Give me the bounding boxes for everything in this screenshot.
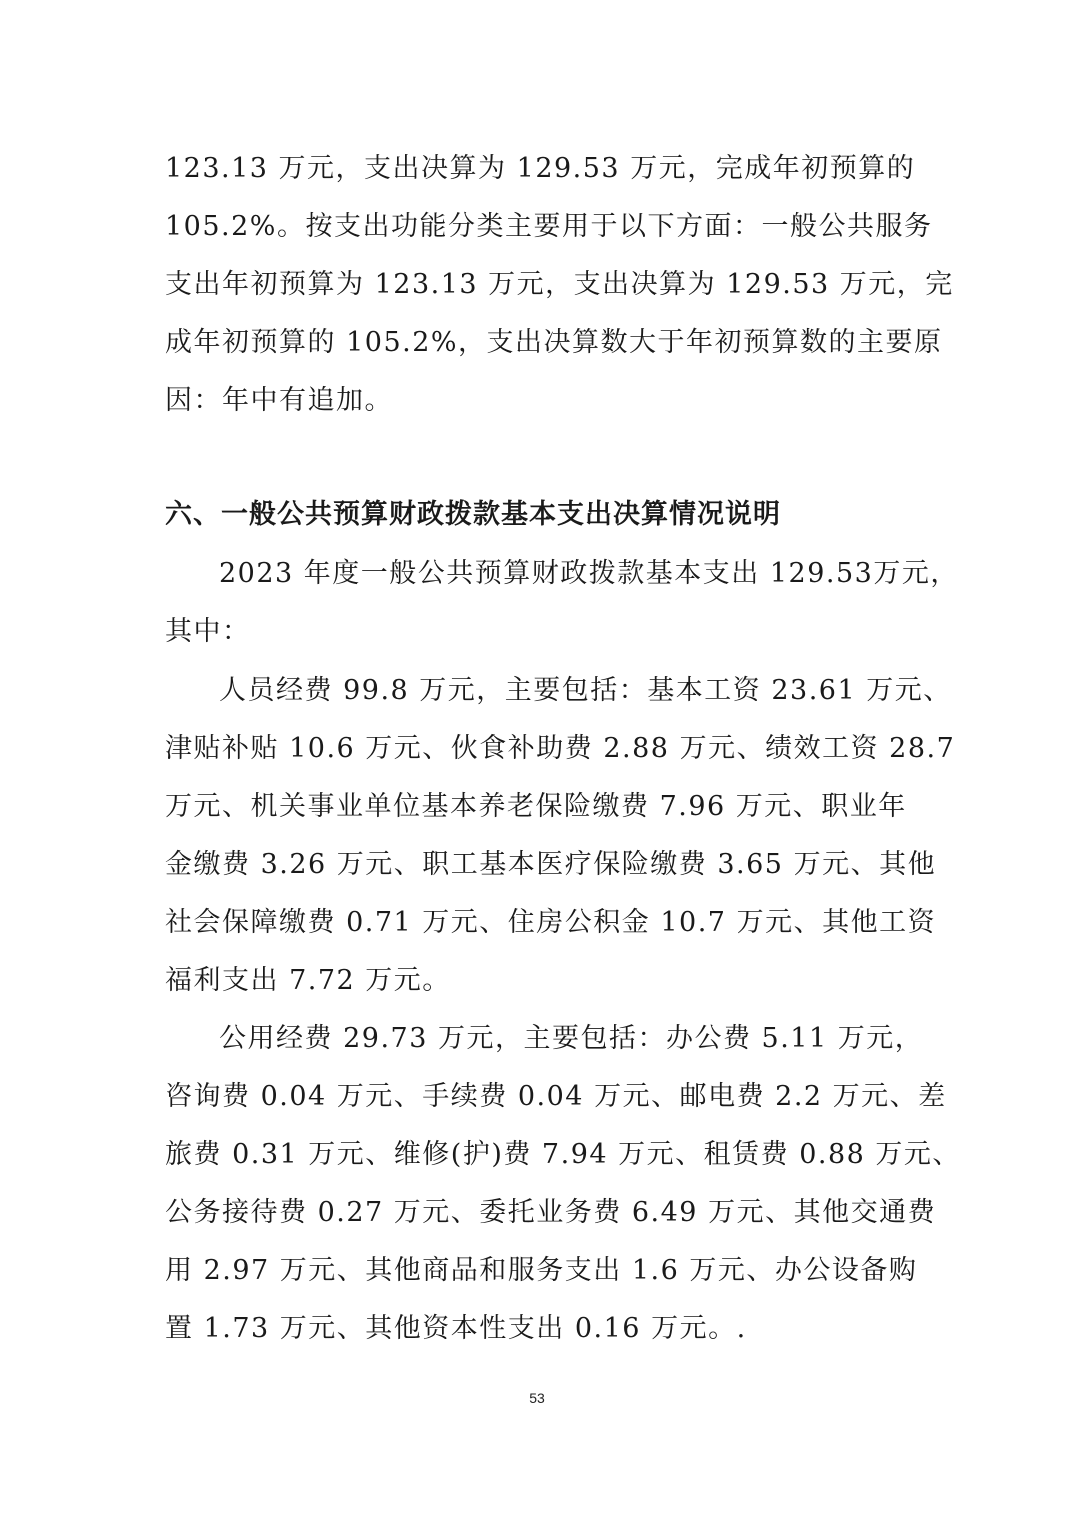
text-line: 福利支出 7.72 万元。 bbox=[165, 965, 451, 996]
text-line: 人员经费 99.8 万元，主要包括：基本工资 23.61 万元、 bbox=[219, 675, 952, 706]
text-line: 津贴补贴 10.6 万元、伙食补助费 2.88 万元、绩效工资 28.7 bbox=[165, 733, 956, 764]
text-line: 社会保障缴费 0.71 万元、住房公积金 10.7 万元、其他工资 bbox=[165, 907, 937, 938]
text-line: 公务接待费 0.27 万元、委托业务费 6.49 万元、其他交通费 bbox=[165, 1197, 937, 1228]
text-line: 因：年中有追加。 bbox=[165, 385, 393, 416]
text-line: 置 1.73 万元、其他资本性支出 0.16 万元。. bbox=[165, 1313, 747, 1344]
text-line: 用 2.97 万元、其他商品和服务支出 1.6 万元、办公设备购 bbox=[165, 1255, 918, 1286]
paragraph-personnel-expenses bbox=[165, 662, 956, 1010]
text-line: 公用经费 29.73 万元，主要包括：办公费 5.11 万元， bbox=[219, 1023, 924, 1054]
paragraph-text bbox=[165, 545, 959, 661]
text-line: 其中： bbox=[165, 616, 251, 647]
paragraph-text bbox=[165, 1010, 961, 1358]
paragraph-basic-expenditure bbox=[165, 545, 959, 661]
paragraph-public-expenses bbox=[165, 1010, 961, 1358]
text-line: 金缴费 3.26 万元、职工基本医疗保险缴费 3.65 万元、其他 bbox=[165, 849, 937, 880]
text-line: 123.13 万元，支出决算为 129.53 万元，完成年初预算的 bbox=[165, 153, 916, 184]
paragraph-text bbox=[165, 140, 954, 430]
text-line: 万元、机关事业单位基本养老保险缴费 7.96 万元、职业年 bbox=[165, 791, 907, 822]
text-line: 咨询费 0.04 万元、手续费 0.04 万元、邮电费 2.2 万元、差 bbox=[165, 1081, 947, 1112]
paragraph-budget-completion bbox=[165, 140, 954, 430]
text-line: 105.2%。按支出功能分类主要用于以下方面：一般公共服务 bbox=[165, 211, 933, 242]
text-line: 成年初预算的 105.2%，支出决算数大于年初预算数的主要原 bbox=[165, 327, 943, 358]
paragraph-text bbox=[165, 662, 956, 1010]
text-line: 支出年初预算为 123.13 万元，支出决算为 129.53 万元，完 bbox=[165, 269, 954, 300]
text-line: 旅费 0.31 万元、维修(护)费 7.94 万元、租赁费 0.88 万元、 bbox=[165, 1139, 961, 1170]
text-line: 2023 年度一般公共预算财政拨款基本支出 129.53万元， bbox=[219, 558, 959, 589]
section-heading: 六、一般公共预算财政拨款基本支出决算情况说明 bbox=[165, 499, 781, 530]
page-number: 53 bbox=[529, 1390, 545, 1406]
